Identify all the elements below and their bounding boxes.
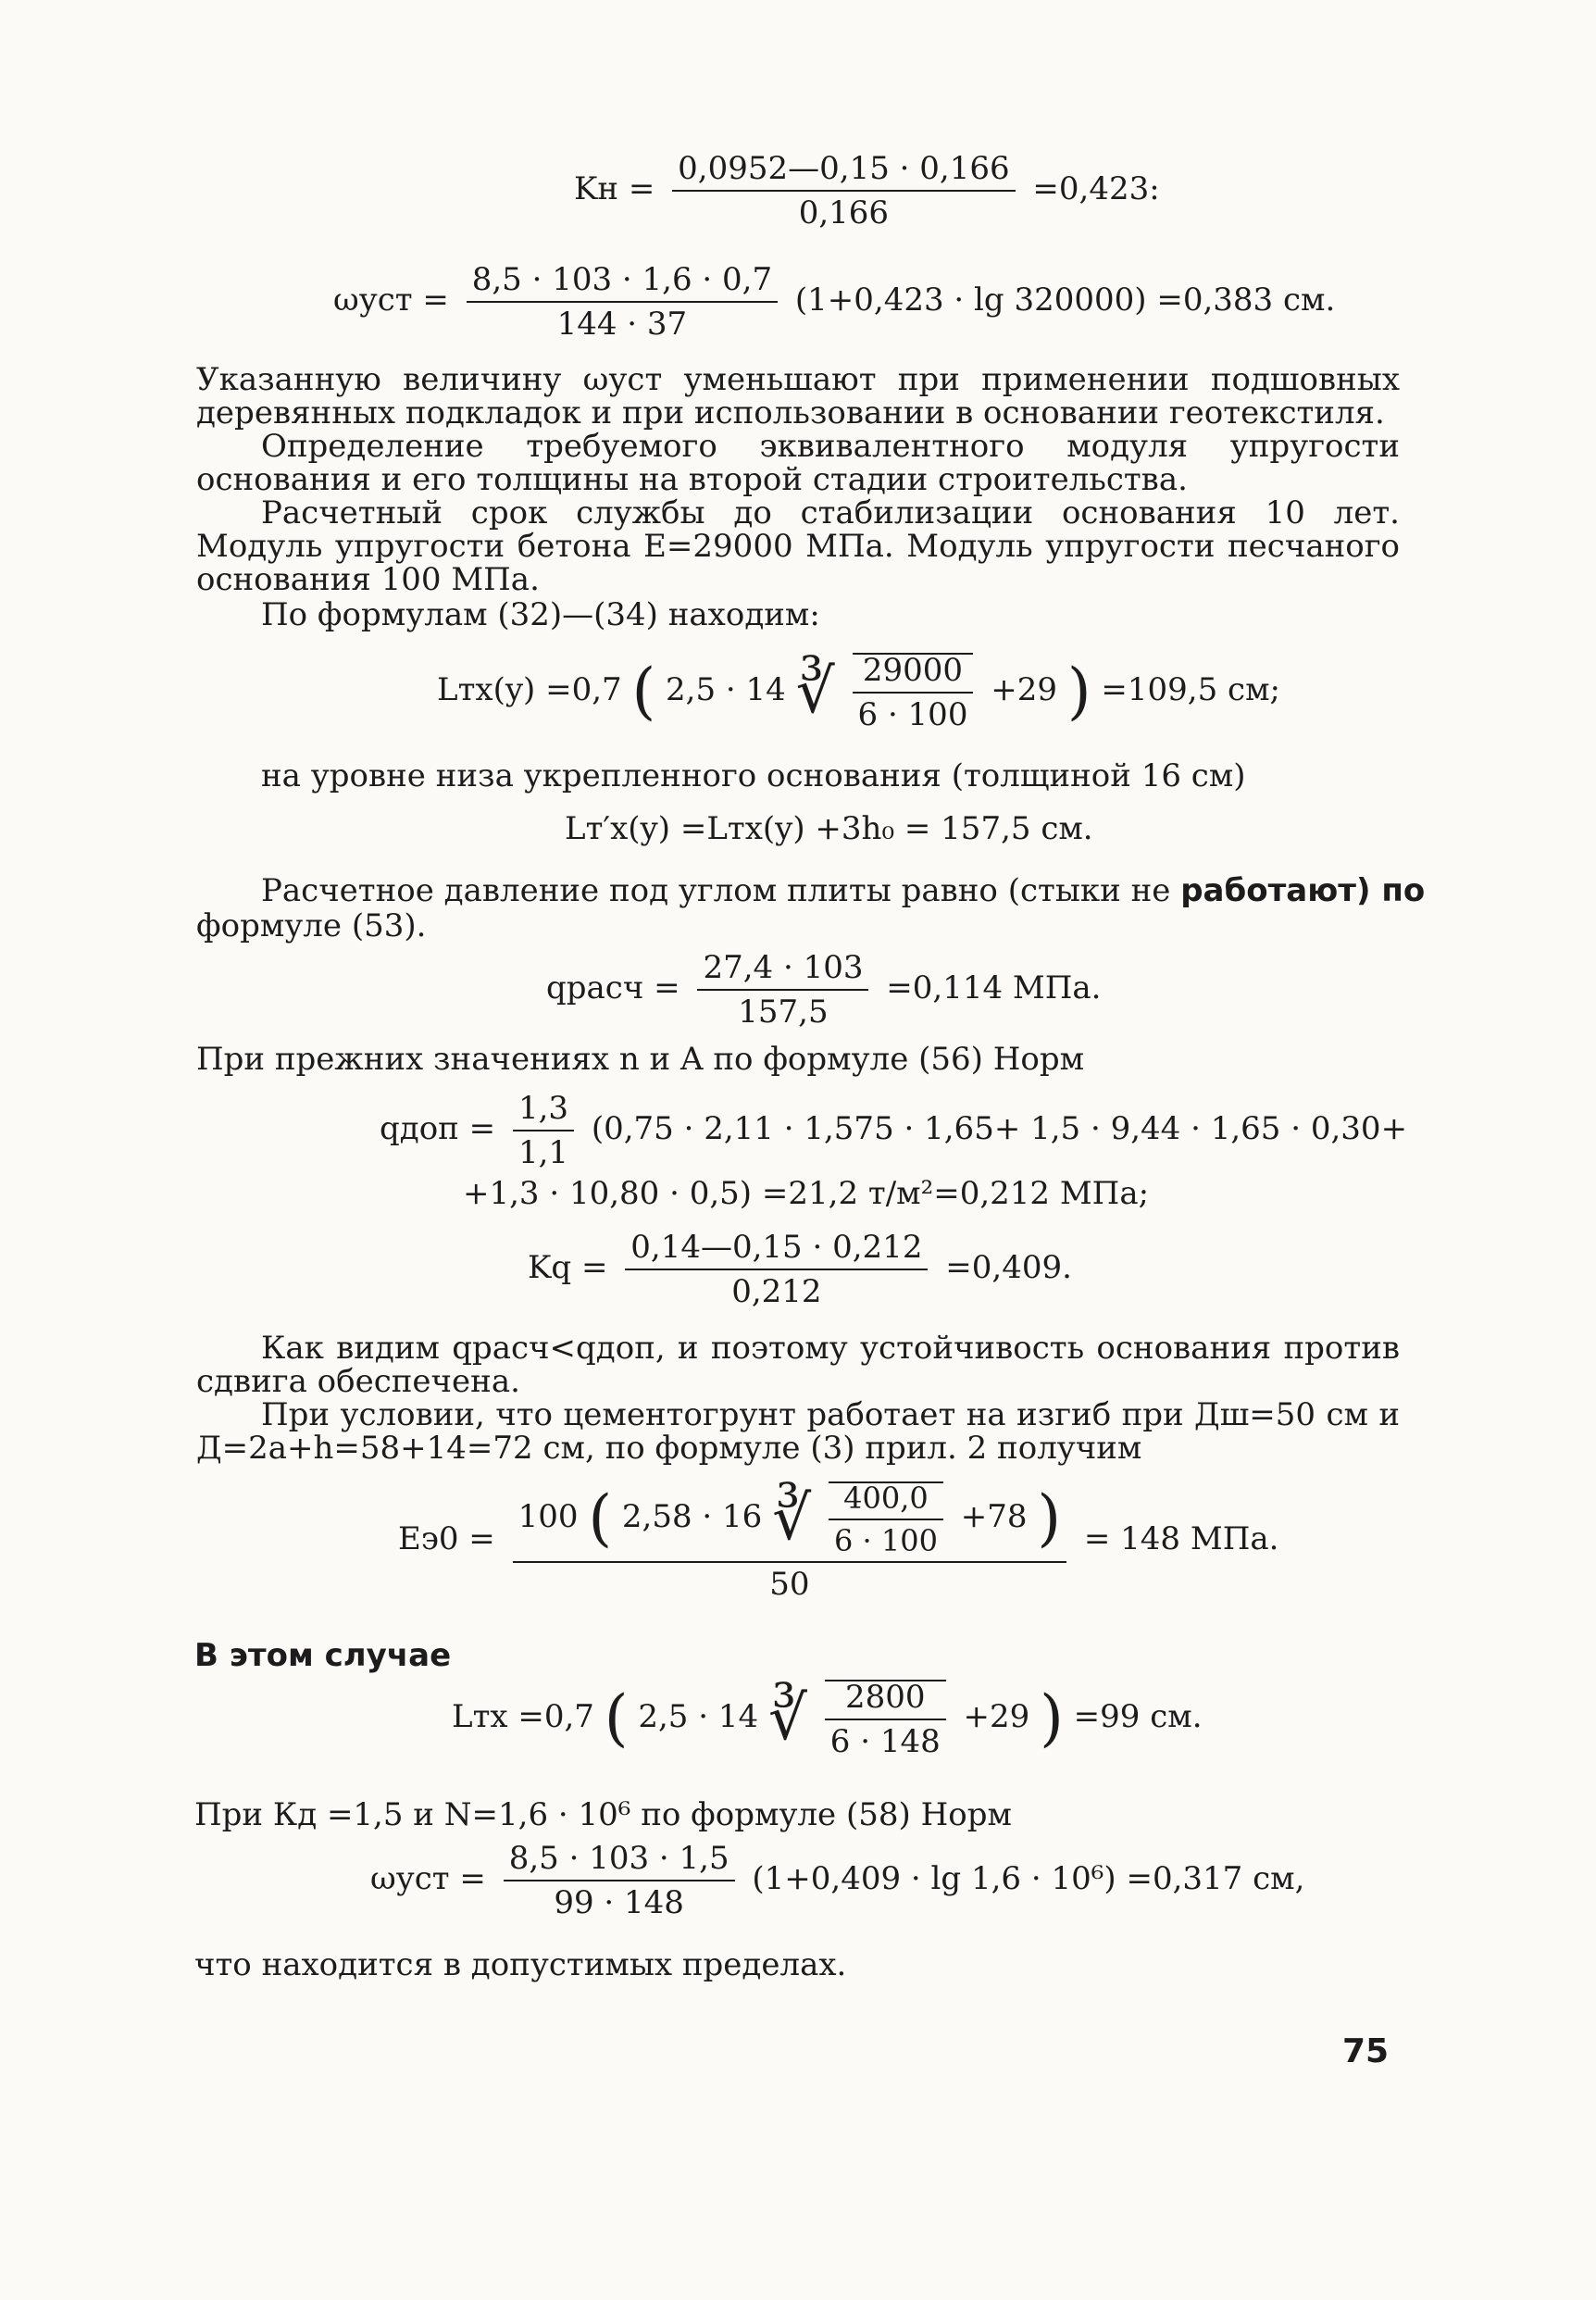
equation-q-rasch bbox=[546, 949, 1102, 1031]
equation-kq bbox=[528, 1229, 1072, 1310]
equation-omega-2 bbox=[370, 1840, 1305, 1921]
lx-add: +29 bbox=[991, 671, 1058, 708]
paragraph-9: При условии, что цементогрунт работает на изгиб при Дш=50 см и Д=2a+h=58+14=72 см, по формуле (3) прил. 2 получим bbox=[196, 1396, 1400, 1467]
paragraph-7: При прежних значениях n и A по формуле (56) Норм bbox=[196, 1041, 1085, 1078]
kq-result: =0,409. bbox=[945, 1249, 1072, 1286]
paragraph-2: Определение требуемого эквивалентного модуля упругости основания и его толщины на второй стадии строительства. bbox=[196, 428, 1400, 498]
paragraph-3: Расчетный срок службы до стабилизации основания 10 лет. Модуль упругости бетона E=29000 МПа. Модуль упругости песчаного основания 100 МПа. bbox=[196, 494, 1400, 598]
kn-numerator: 0,0952—0,15 · 0,166 bbox=[672, 153, 1015, 192]
lx-numerator: 29000 bbox=[853, 655, 974, 694]
omega1-numerator: 8,5 · 103 · 1,6 · 0,7 bbox=[467, 264, 778, 303]
paragraph-10: В этом случае bbox=[194, 1637, 452, 1674]
qdop-lhs: qдоп = bbox=[380, 1110, 496, 1147]
lx-denominator: 6 · 100 bbox=[857, 696, 968, 733]
e0-result: = 148 МПа. bbox=[1083, 1520, 1279, 1557]
e0-inner-numerator: 400,0 bbox=[829, 1483, 943, 1520]
paragraph-1: Указанную величину ωуст уменьшают при применении подшовных деревянных подкладок и при использовании в основании геотекстиля. bbox=[196, 361, 1400, 431]
cube-root-sign: ∛ bbox=[772, 1482, 812, 1554]
omega2-lhs: ωуст = bbox=[370, 1860, 486, 1897]
omega1-denominator: 144 · 37 bbox=[556, 306, 688, 343]
kq-lhs: Kq = bbox=[528, 1249, 608, 1286]
paragraph-11: При Кд =1,5 и N=1,6 · 10⁶ по формуле (58) Норм bbox=[194, 1796, 1012, 1833]
kn-denominator: 0,166 bbox=[798, 194, 890, 231]
lx2-numerator: 2800 bbox=[825, 1681, 946, 1720]
paragraph-5: на уровне низа укрепленного основания (толщиной 16 см) bbox=[261, 757, 1246, 794]
equation-e0: Eэ0 = 100 ( 2,58 · 16 ∛ $\frac{400,0}{6 \cdot 100}$ +78 ) 50 = 148 МПа. bbox=[398, 1481, 1279, 1603]
qrasch-numerator: 27,4 · 103 bbox=[697, 952, 868, 991]
qdop-bracket: (0,75 · 2,11 · 1,575 · 1,65+ 1,5 · 9,44 · 1,65 · 0,30+ bbox=[591, 1110, 1408, 1147]
equation-lx: Lтx(y) =0,7 ( 2,5 · 14 ∛ $\frac{29000}{6 \cdot 100}$ +29 ) =109,5 см; bbox=[437, 652, 1280, 733]
omega2-denominator: 99 · 148 bbox=[554, 1884, 684, 1921]
kn-lhs: Kн = bbox=[574, 170, 655, 207]
equation-lx-prime: Lт′x(y) =Lтx(y) +3h₀ = 157,5 см. bbox=[565, 810, 1093, 847]
lx-term: 2,5 · 14 bbox=[666, 671, 786, 708]
qdop-denominator: 1,1 bbox=[517, 1134, 569, 1171]
omega2-numerator: 8,5 · 103 · 1,5 bbox=[504, 1843, 735, 1881]
page-number: 75 bbox=[1342, 2032, 1390, 2070]
e0-inner-denominator: 6 · 100 bbox=[833, 1523, 938, 1558]
lx2-result: =99 см. bbox=[1073, 1698, 1203, 1735]
lx2-lhs: Lтx =0,7 bbox=[452, 1698, 594, 1735]
omega2-result: (1+0,409 · lg 1,6 · 10⁶) =0,317 см, bbox=[752, 1860, 1305, 1897]
lx-result: =109,5 см; bbox=[1101, 671, 1280, 708]
equation-omega-1 bbox=[333, 261, 1336, 343]
paragraph-8: Как видим qрасч<qдоп, и поэтому устойчивость основания против сдвига обеспечена. bbox=[196, 1330, 1400, 1400]
equation-q-dop-cont: +1,3 · 10,80 · 0,5) =21,2 т/м²=0,212 МПа; bbox=[463, 1175, 1150, 1212]
lx-lhs: Lтx(y) =0,7 bbox=[437, 671, 622, 708]
equation-kn bbox=[574, 150, 1160, 231]
paragraph-6-cont: формуле (53). bbox=[196, 907, 427, 944]
kn-result: =0,423: bbox=[1032, 170, 1160, 207]
omega1-lhs: ωуст = bbox=[333, 281, 449, 319]
paragraph-6: Расчетное давление под углом плиты равно (стыки не работают) по bbox=[261, 872, 1426, 909]
qrasch-denominator: 157,5 bbox=[738, 994, 829, 1031]
equation-lx-2: Lтx =0,7 ( 2,5 · 14 ∛ $\frac{2800}{6 \cdot 148}$ +29 ) =99 см. bbox=[452, 1679, 1203, 1760]
paragraph-12: что находится в допустимых пределах. bbox=[194, 1946, 847, 1983]
qrasch-result: =0,114 МПа. bbox=[886, 969, 1102, 1006]
paragraph-4: По формулам (32)—(34) находим: bbox=[261, 596, 820, 633]
omega1-result: (1+0,423 · lg 320000) =0,383 см. bbox=[794, 281, 1336, 319]
kq-denominator: 0,212 bbox=[731, 1273, 822, 1310]
equation-q-dop bbox=[380, 1090, 1408, 1171]
cube-root-sign: ∛ bbox=[795, 656, 835, 727]
e0-denominator: 50 bbox=[769, 1566, 810, 1603]
cube-root-sign: ∛ bbox=[767, 1682, 807, 1754]
kq-numerator: 0,14—0,15 · 0,212 bbox=[625, 1231, 928, 1270]
qdop-numerator: 1,3 bbox=[513, 1093, 574, 1131]
lx2-denominator: 6 · 148 bbox=[829, 1723, 941, 1760]
e0-lhs: Eэ0 = bbox=[398, 1520, 495, 1557]
qrasch-lhs: qрасч = bbox=[546, 969, 680, 1006]
